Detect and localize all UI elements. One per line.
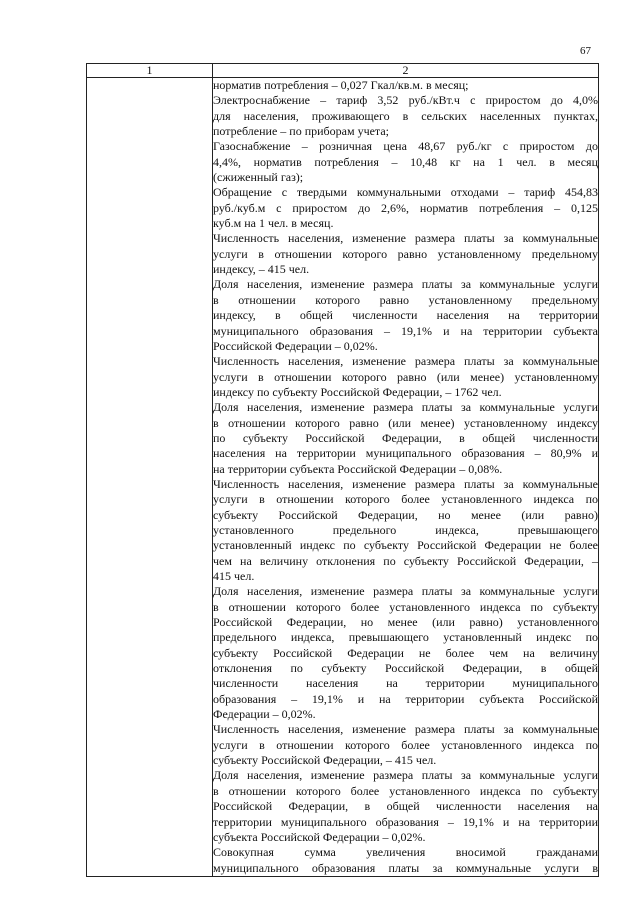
text-line: для населения, проживающего в сельских населенных пунктах,: [213, 108, 598, 123]
text-line: населения на территории муниципального образования – 80,9% и: [213, 446, 598, 461]
text-line: территории муниципального образования – 19,1% и на территории: [213, 814, 598, 829]
text-line: установленный индекс по субъекту Российской Федерации не более: [213, 538, 598, 553]
text-line: (сжиженный газ);: [213, 170, 304, 185]
paragraph: [213, 400, 598, 477]
text-line: в отношении которого равно (или менее) установленному индексу: [213, 415, 598, 430]
text-line: чем на величину отклонения по субъекту Российской Федерации, –: [213, 553, 598, 568]
text-line: Численность населения, изменение размера платы за коммунальные: [213, 354, 598, 369]
paragraph: [213, 277, 598, 354]
text-line: Доля населения, изменение размера платы за коммунальные услуги: [213, 277, 598, 292]
text-line: индексу по субъекту Российской Федерации, – 1762 чел.: [213, 384, 502, 399]
text-line: услуги в отношении которого более установленного индекса по: [213, 737, 598, 752]
text-line: Доля населения, изменение размера платы за коммунальные услуги: [213, 584, 598, 599]
text-line: норматив потребления – 0,027 Гкал/кв.м. в месяц;: [213, 78, 469, 92]
text-line: субъекту Российской Федерации не более чем на величину: [213, 645, 598, 660]
text-line: Российской Федерации, но менее (или равно) установленного: [213, 615, 598, 630]
text-line: потребление – по приборам учета;: [213, 124, 389, 139]
text-line: Численность населения, изменение размера платы за коммунальные: [213, 476, 598, 491]
text-line: численности населения на территории муниципального: [213, 676, 598, 691]
text-cell-column-2: [213, 78, 599, 877]
text-line: Электроснабжение – тариф 3,52 руб./кВт.ч с приростом до 4,0%: [213, 93, 598, 108]
text-line: субъекту Российской Федерации, – 415 чел.: [213, 753, 437, 768]
paragraph: [213, 93, 598, 139]
text-line: Обращение с твердыми коммунальными отходами – тариф 454,83: [213, 185, 598, 200]
text-line: услуги в отношении которого равно установленному предельному: [213, 246, 598, 261]
text-line: на территории субъекта Российской Федерации – 0,08%.: [213, 461, 503, 476]
text-line: в отношении которого более установленного индекса по субъекту: [213, 599, 598, 614]
document-table: [86, 63, 599, 877]
text-line: Совокупная сумма увеличения вносимой гражданами: [213, 845, 598, 860]
paragraph: [213, 722, 598, 768]
text-line: Федерации – 0,02%.: [213, 707, 316, 722]
paragraph: [213, 185, 598, 231]
column-header-2: 2: [213, 64, 599, 78]
text-line: муниципального образования – 19,1% и на территории субъекта: [213, 323, 598, 338]
text-line: в отношении которого равно установленному предельному: [213, 292, 598, 307]
text-line: услуги в отношении которого более установленного индекса по: [213, 492, 598, 507]
paragraph: [213, 139, 598, 185]
paragraph: [213, 231, 598, 277]
text-line: Доля населения, изменение размера платы за коммунальные услуги: [213, 400, 598, 415]
paragraph: [213, 768, 598, 845]
page-number: 67: [580, 45, 591, 57]
text-line: куб.м на 1 чел. в месяц.: [213, 216, 334, 231]
text-line: предельного индекса, превышающего установленный индекс по: [213, 630, 598, 645]
text-line: Газоснабжение – розничная цена 48,67 руб./кг с приростом до: [213, 139, 598, 154]
text-line: руб./куб.м с приростом до 2,6%, норматив потребления – 0,125: [213, 200, 598, 215]
text-line: Российской Федерации – 0,02%.: [213, 338, 378, 353]
text-line: по субъекту Российской Федерации, в общей численности: [213, 430, 598, 445]
text-line: в отношении которого более установленного индекса по субъекту: [213, 783, 598, 798]
text-line: установленного предельного индекса, превышающего: [213, 522, 598, 537]
paragraph: [213, 78, 598, 93]
text-line: 4,4%, норматив потребления – 10,48 кг на 1 чел. в месяц: [213, 154, 598, 169]
paragraph: [213, 354, 598, 400]
column-header-1: 1: [87, 64, 213, 78]
text-line: услуги в отношении которого равно (или менее) установленному: [213, 369, 598, 384]
table-header-row: [87, 64, 599, 78]
text-line: индексу, в общей численности населения на территории: [213, 308, 598, 323]
text-line: субъекту Российской Федерации, но менее (или равно): [213, 507, 598, 522]
paragraph: [213, 584, 598, 722]
text-line: субъекта Российской Федерации – 0,02%.: [213, 829, 426, 844]
text-line: Российской Федерации, в общей численности населения на: [213, 799, 598, 814]
paragraph: [213, 477, 598, 584]
text-line: Численность населения, изменение размера платы за коммунальные: [213, 722, 598, 737]
table-row: [87, 78, 599, 877]
text-line: отклонения по субъекту Российской Федерации, в общей: [213, 661, 598, 676]
text-line: муниципального образования платы за коммунальные услуги в: [213, 860, 598, 875]
text-line: 415 чел.: [213, 569, 255, 583]
text-line: Доля населения, изменение размера платы за коммунальные услуги: [213, 768, 598, 783]
text-line: образования – 19,1% и на территории субъекта Российской: [213, 691, 598, 706]
empty-cell-column-1: [87, 78, 213, 877]
text-line: индексу, – 415 чел.: [213, 262, 310, 277]
text-line: Численность населения, изменение размера платы за коммунальные: [213, 231, 598, 246]
paragraph: [213, 845, 598, 876]
